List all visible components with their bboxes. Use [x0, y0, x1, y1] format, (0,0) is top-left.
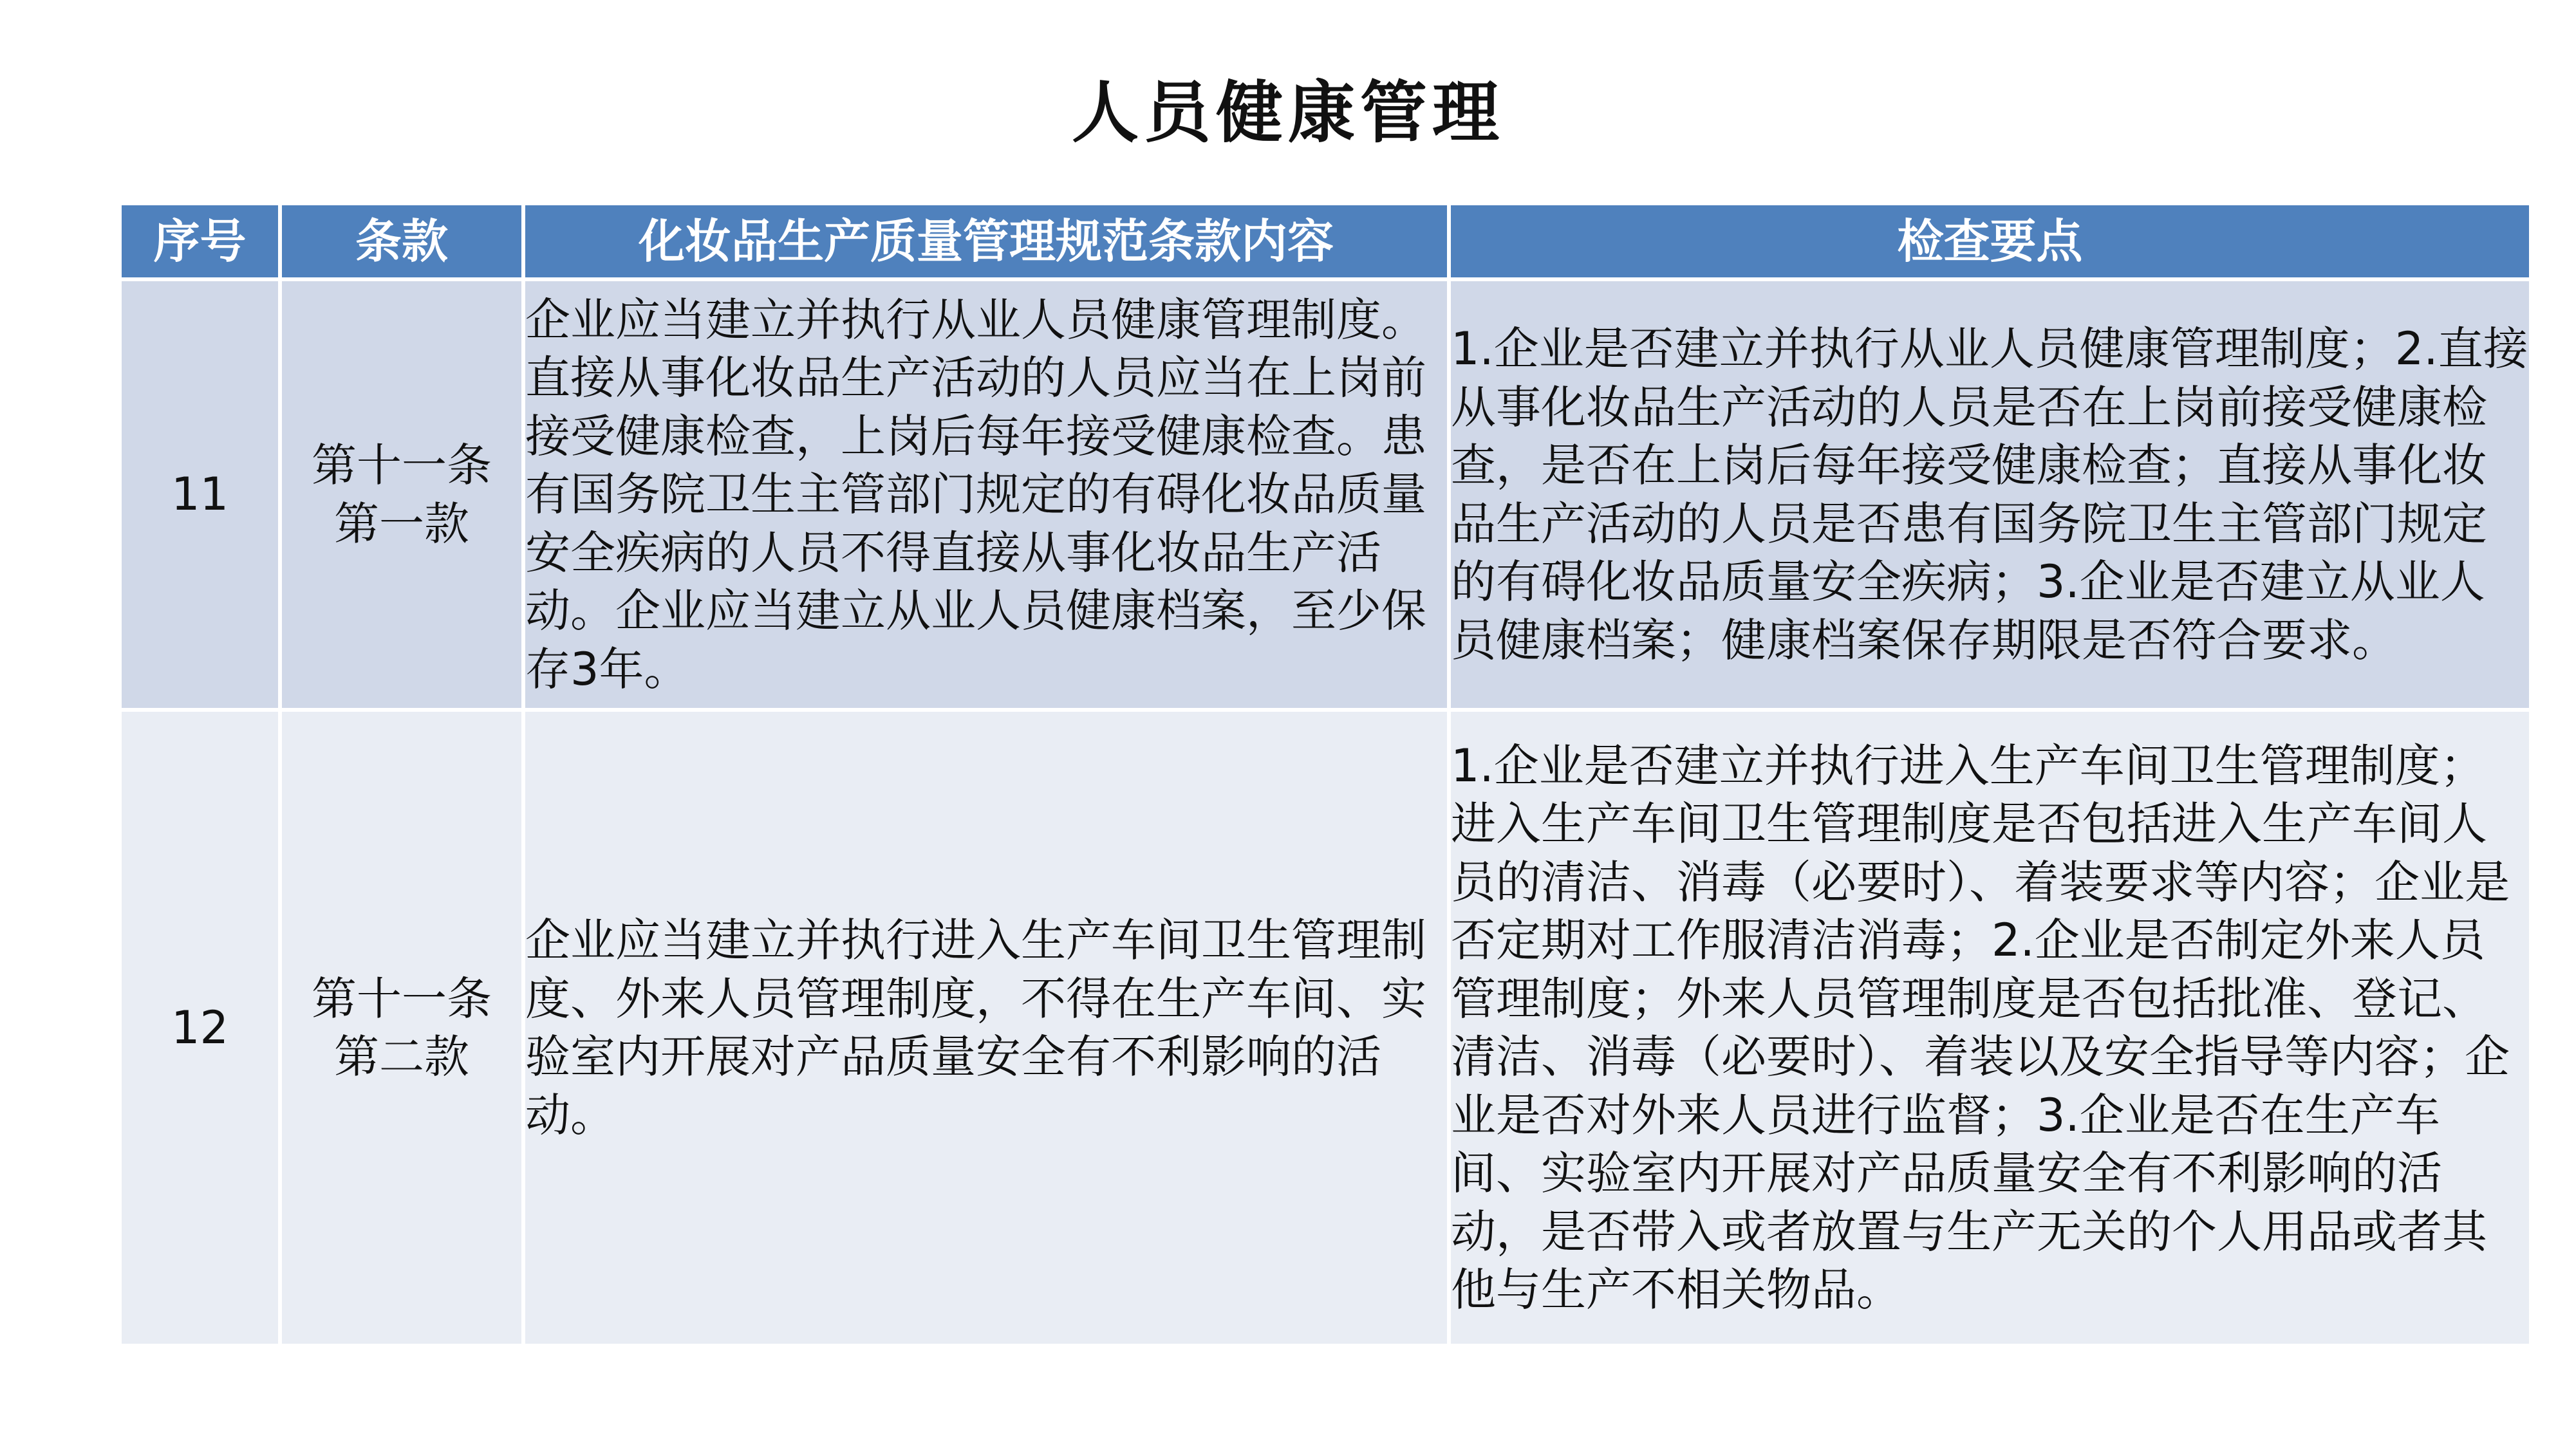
- cell-clause: [282, 281, 521, 708]
- cell-serial-number: 12: [122, 712, 278, 1344]
- cell-clause-content: 企业应当建立并执行从业人员健康管理制度。直接从事化妆品生产活动的人员应当在上岗前接受健康检查，上岗后每年接受健康检查。患有国务院卫生主管部门规定的有碍化妆品质量安全疾病的人员不得直接从事化妆品生产活动。企业应当建立从业人员健康档案，至少保存3年。: [525, 281, 1447, 708]
- header-clause: 条款: [282, 205, 521, 277]
- table-row: [122, 281, 2529, 708]
- cell-inspection-points: 1.企业是否建立并执行进入生产车间卫生管理制度；进入生产车间卫生管理制度是否包括进入生产车间人员的清洁、消毒（必要时）、着装要求等内容；企业是否定期对工作服清洁消毒；2.企业是否制定外来人员管理制度；外来人员管理制度是否包括批准、登记、清洁、消毒（必要时）、着装以及安全指导等内容；企业是否对外来人员进行监督；3.企业是否在生产车间、实验室内开展对产品质量安全有不利影响的活动，是否带入或者放置与生产无关的个人用品或者其他与生产不相关物品。: [1451, 712, 2529, 1344]
- table-header-row: [122, 205, 2529, 277]
- clause-paragraph: 第二款: [334, 1030, 469, 1083]
- clause-paragraph: 第一款: [334, 497, 469, 550]
- cell-serial-number: 11: [122, 281, 278, 708]
- page-title: 人员健康管理: [1071, 73, 1504, 152]
- clause-article: 第十一条: [312, 972, 492, 1025]
- clause-article: 第十一条: [312, 439, 492, 492]
- regulation-table: [118, 201, 2533, 1348]
- cell-clause: [282, 712, 521, 1344]
- header-clause-content: 化妆品生产质量管理规范条款内容: [525, 205, 1447, 277]
- header-inspection-points: 检查要点: [1451, 205, 2529, 277]
- cell-clause-content: 企业应当建立并执行进入生产车间卫生管理制度、外来人员管理制度，不得在生产车间、实验室内开展对产品质量安全有不利影响的活动。: [525, 712, 1447, 1344]
- table-row: [122, 712, 2529, 1344]
- header-serial-number: 序号: [122, 205, 278, 277]
- cell-inspection-points: 1.企业是否建立并执行从业人员健康管理制度；2.直接从事化妆品生产活动的人员是否在上岗前接受健康检查，是否在上岗后每年接受健康检查；直接从事化妆品生产活动的人员是否患有国务院卫生主管部门规定的有碍化妆品质量安全疾病；3.企业是否建立从业人员健康档案；健康档案保存期限是否符合要求。: [1451, 281, 2529, 708]
